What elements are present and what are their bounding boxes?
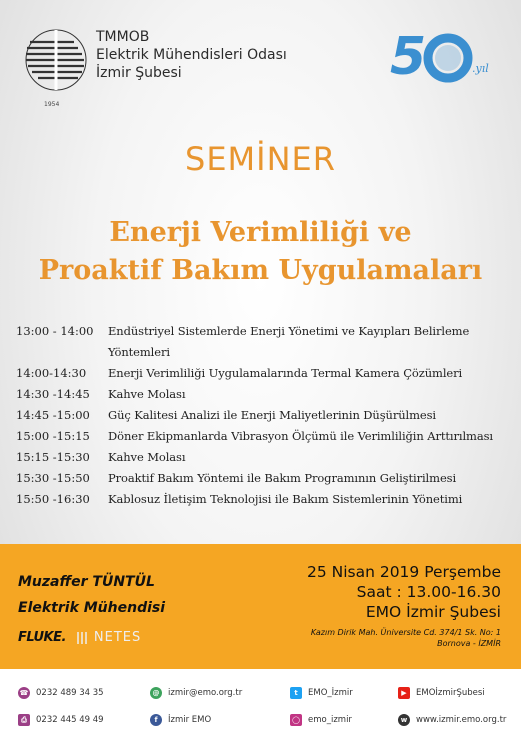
schedule-row <box>16 425 516 446</box>
schedule-time: 14:00-14:30 <box>16 365 87 380</box>
title-line-2: Proaktif Bakım Uygulamaları <box>38 255 483 286</box>
event-address <box>307 627 501 649</box>
seminar-title <box>0 214 521 290</box>
schedule-topic: Döner Ekipmanlarda Vibrasyon Ölçümü ile Verimliliğin Arttırılması <box>108 428 493 443</box>
netes-logo <box>76 630 141 645</box>
contact-facebook[interactable] <box>150 714 211 726</box>
anniversary-50-logo-icon <box>382 22 502 92</box>
tmmob-logo-icon <box>24 24 88 96</box>
contact-text: EMO_İzmir <box>308 688 353 698</box>
phone-icon: ☎ <box>19 689 29 697</box>
title-line-1: Enerji Verimliliği ve <box>109 217 412 248</box>
schedule-topic: Proaktif Bakım Yöntemi ile Bakım Programının Geliştirilmesi <box>108 470 457 485</box>
contact-text: 0232 445 49 49 <box>36 715 104 725</box>
schedule-topic: Kahve Molası <box>108 386 186 401</box>
org-line-2: Elektrik Mühendisleri Odası <box>96 47 287 63</box>
contact-phone[interactable] <box>18 687 104 699</box>
contact-fax[interactable] <box>18 714 104 726</box>
schedule-list <box>16 320 516 509</box>
twitter-icon: t <box>290 687 302 699</box>
schedule-time: 13:00 - 14:00 <box>16 323 94 338</box>
schedule-topic: Enerji Verimliliği Uygulamalarında Termal Kamera Çözümleri <box>108 365 463 380</box>
event-details <box>307 563 501 649</box>
schedule-time: 14:30 -14:45 <box>16 386 90 401</box>
schedule-row <box>16 467 516 488</box>
event-place: EMO İzmir Şubesi <box>365 603 501 621</box>
org-line-3: İzmir Şubesi <box>96 65 182 81</box>
contact-text: 0232 489 34 35 <box>36 688 104 698</box>
fluke-logo: FLUKE. <box>18 630 66 645</box>
contact-text: emo_izmir <box>308 715 352 725</box>
contact-twitter[interactable] <box>290 687 353 699</box>
speaker-name: Muzaffer TÜNTÜL <box>18 574 155 590</box>
org-line-1: TMMOB <box>96 29 150 45</box>
contact-email[interactable] <box>150 687 242 699</box>
contact-text: İzmir EMO <box>168 715 212 725</box>
schedule-topic: Güç Kalitesi Analizi ile Enerji Maliyetlerinin Düşürülmesi <box>108 407 437 422</box>
schedule-topic: Kablosuz İletişim Teknolojisi ile Bakım Sistemlerinin Yönetimi <box>108 491 463 506</box>
fax-icon: ⎙ <box>18 714 30 726</box>
schedule-row <box>16 320 516 341</box>
schedule-row <box>16 488 516 509</box>
schedule-topic: Endüstriyel Sistemlerde Enerji Yönetimi ve Kayıpları Belirleme <box>108 323 470 338</box>
schedule-row <box>16 446 516 467</box>
schedule-topic: Yöntemleri <box>108 344 170 359</box>
svg-text:5: 5 <box>390 27 427 87</box>
speaker-info <box>18 574 165 616</box>
contact-website[interactable] <box>398 714 506 726</box>
contact-footer <box>0 669 521 737</box>
address-line-1: Kazım Dirik Mah. Üniversite Cd. 374/1 Sk. No: 1 <box>310 628 501 637</box>
address-line-2: Bornova - İZMİR <box>437 639 501 648</box>
organization-name <box>96 28 287 82</box>
contact-youtube[interactable] <box>398 687 485 699</box>
facebook-icon: f <box>150 714 162 726</box>
sponsor-logos <box>18 630 141 645</box>
schedule-topic: Kahve Molası <box>108 449 186 464</box>
schedule-row <box>16 362 516 383</box>
schedule-row <box>16 341 516 362</box>
email-icon: @ <box>150 687 162 699</box>
netes-mark-icon <box>76 631 90 645</box>
schedule-time: 14:45 -15:00 <box>16 407 90 422</box>
web-icon: w <box>398 714 410 726</box>
schedule-time: 15:15 -15:30 <box>16 449 90 464</box>
event-date: 25 Nisan 2019 Perşembe <box>306 563 501 581</box>
event-time: Saat : 13.00-16.30 <box>356 583 501 601</box>
schedule-time: 15:30 -15:50 <box>16 470 90 485</box>
instagram-icon: ◯ <box>290 714 302 726</box>
speaker-role: Elektrik Mühendisi <box>18 600 166 616</box>
contact-text: www.izmir.emo.org.tr <box>416 715 507 725</box>
schedule-time: 15:00 -15:15 <box>16 428 90 443</box>
founded-year: 1954 <box>44 101 60 108</box>
schedule-row <box>16 404 516 425</box>
contact-text: izmir@emo.org.tr <box>168 688 243 698</box>
contact-instagram[interactable] <box>290 714 352 726</box>
svg-text:.yıl: .yıl <box>472 62 489 75</box>
youtube-icon: ▶ <box>398 687 410 699</box>
schedule-time: 15:50 -16:30 <box>16 491 90 506</box>
schedule-row <box>16 383 516 404</box>
netes-label: NETES <box>93 630 142 645</box>
seminer-heading: SEMİNER <box>185 140 336 178</box>
contact-text: EMOİzmirŞubesi <box>416 688 485 698</box>
